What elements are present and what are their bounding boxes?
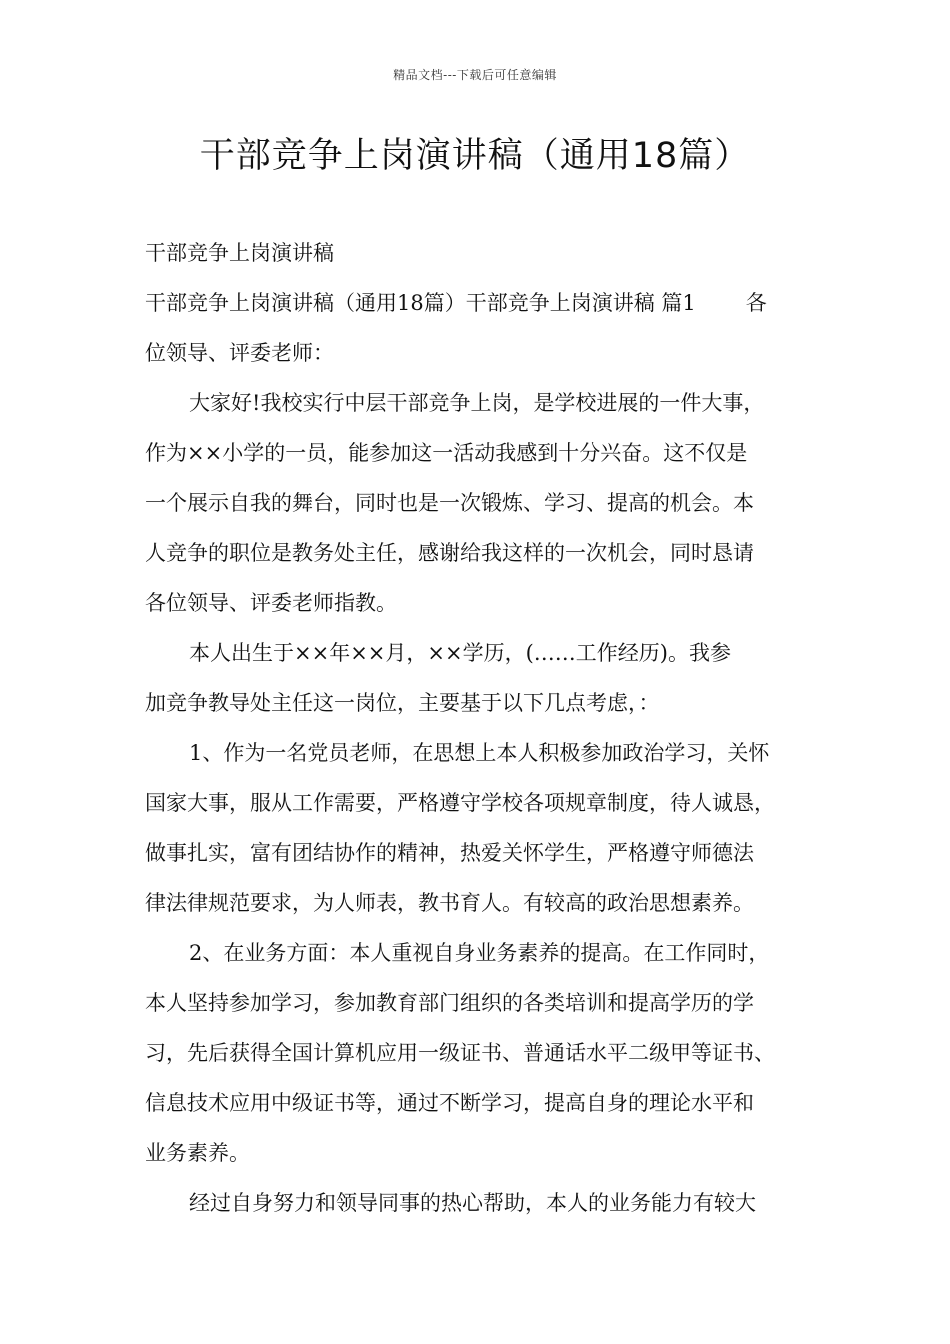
body-line bbox=[145, 278, 825, 328]
body-line: 做事扎实，富有团结协作的精神，热爱关怀学生，严格遵守师德法 bbox=[145, 841, 754, 865]
body-line: 本人坚持参加学习，参加教育部门组织的各类培训和提高学历的学 bbox=[145, 991, 754, 1015]
body-line-text: 干部竞争上岗演讲稿（通用18篇）干部竞争上岗演讲稿 篇1 bbox=[145, 291, 696, 315]
body-line: 位领导、评委老师： bbox=[145, 341, 334, 365]
page-header-note: 精品文档---下载后可任意编辑 bbox=[393, 68, 557, 82]
body-line: 加竞争教导处主任这一岗位，主要基于以下几点考虑，： bbox=[145, 691, 660, 715]
body-line-tail: 各 bbox=[745, 291, 767, 315]
paragraph-first-line: 2、在业务方面：本人重视自身业务素养的提高。在工作同时， bbox=[189, 941, 770, 965]
body-line: 各位领导、评委老师指教。 bbox=[145, 591, 397, 615]
body-line: 一个展示自我的舞台，同时也是一次锻炼、学习、提高的机会。本 bbox=[145, 491, 754, 515]
document-body bbox=[145, 228, 825, 1228]
body-line: 国家大事，服从工作需要，严格遵守学校各项规章制度，待人诚恳， bbox=[145, 791, 775, 815]
body-line: 业务素养。 bbox=[145, 1141, 250, 1165]
body-line: 习，先后获得全国计算机应用一级证书、普通话水平二级甲等证书、 bbox=[145, 1041, 775, 1065]
paragraph-first-line: 经过自身努力和领导同事的热心帮助，本人的业务能力有较大 bbox=[189, 1191, 756, 1215]
document-title: 干部竞争上岗演讲稿（通用18篇） bbox=[199, 136, 751, 176]
paragraph-first-line: 1、作为一名党员老师，在思想上本人积极参加政治学习，关怀 bbox=[189, 741, 770, 765]
body-line: 干部竞争上岗演讲稿 bbox=[145, 241, 334, 265]
body-line: 人竞争的职位是教务处主任，感谢给我这样的一次机会，同时恳请 bbox=[145, 541, 754, 565]
body-line: 信息技术应用中级证书等，通过不断学习，提高自身的理论水平和 bbox=[145, 1091, 754, 1115]
body-line: 作为××小学的一员，能参加这一活动我感到十分兴奋。这不仅是 bbox=[145, 441, 748, 465]
paragraph-first-line: 大家好!我校实行中层干部竞争上岗，是学校进展的一件大事， bbox=[189, 391, 765, 415]
body-line: 律法律规范要求，为人师表，教书育人。有较高的政治思想素养。 bbox=[145, 891, 754, 915]
paragraph-first-line: 本人出生于××年××月，××学历，(……工作经历)。我参 bbox=[189, 641, 731, 665]
